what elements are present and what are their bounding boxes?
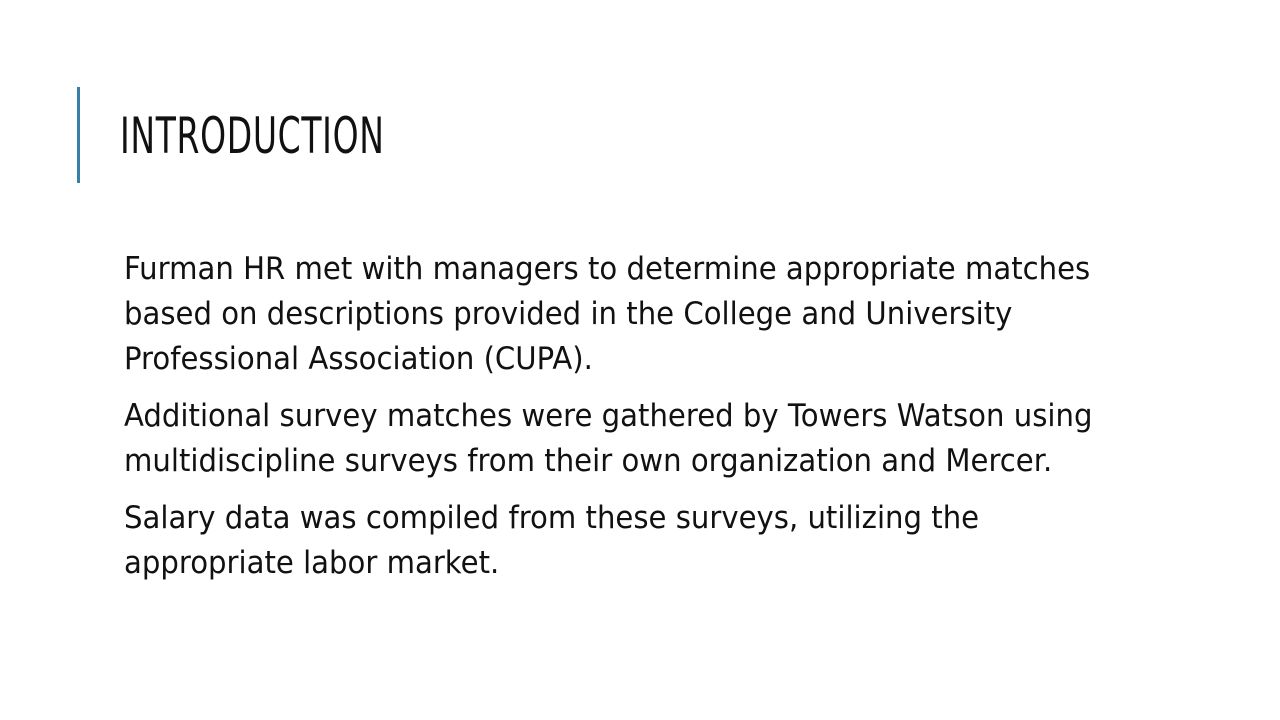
slide-title: INTRODUCTION [120,107,385,165]
title-accent-bar [77,87,80,183]
paragraph-1: Furman HR met with managers to determine appropriate matches based on descriptions provided in the College and University Professional Association (CUPA). [124,251,1091,377]
slide-body [124,247,1154,598]
paragraph-3: Salary data was compiled from these surveys, utilizing the appropriate labor market. [124,500,980,581]
paragraph-2: Additional survey matches were gathered by Towers Watson using multidiscipline surveys from their own organization and Mercer. [124,398,1093,479]
